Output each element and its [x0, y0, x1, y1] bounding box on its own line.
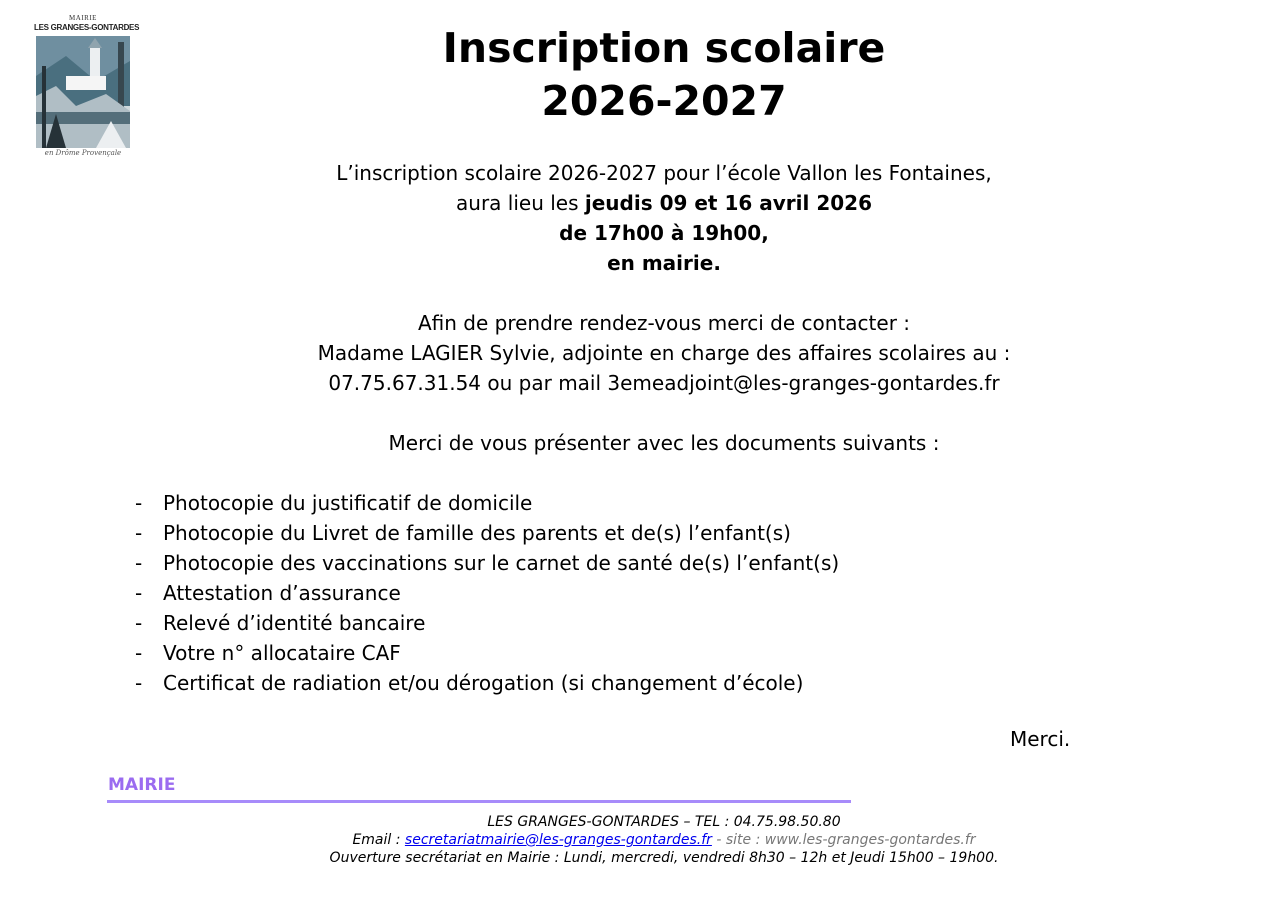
intro-line-2	[0, 188, 1282, 218]
list-item	[135, 518, 839, 548]
intro-paragraph	[0, 158, 1282, 278]
list-item	[135, 548, 839, 578]
contact-paragraph	[0, 308, 1282, 398]
title-line-2: 2026-2027	[541, 77, 787, 125]
intro-line-2-prefix: aura lieu les	[456, 191, 585, 215]
list-item	[135, 608, 839, 638]
list-marker: -	[135, 551, 143, 575]
contact-line-2: Madame LAGIER Sylvie, adjointe en charge des affaires scolaires au :	[317, 341, 1011, 365]
list-item-text: Photocopie du Livret de famille des parents et de(s) l’enfant(s)	[163, 521, 791, 545]
list-item	[135, 668, 839, 698]
list-item-text: Photocopie des vaccinations sur le carnet de santé de(s) l’enfant(s)	[163, 551, 840, 575]
title-line-1: Inscription scolaire	[442, 24, 886, 72]
closing-text: Merci.	[1010, 727, 1071, 751]
list-marker: -	[135, 521, 143, 545]
list-item	[135, 638, 839, 668]
documents-list	[135, 488, 839, 698]
intro-dates: jeudis 09 et 16 avril 2026	[584, 191, 872, 215]
intro-line-1: L’inscription scolaire 2026-2027 pour l’école Vallon les Fontaines,	[336, 161, 992, 185]
footer-divider	[107, 800, 851, 803]
footer-hours: Ouverture secrétariat en Mairie : Lundi, mercredi, vendredi 8h30 – 12h et Jeudi 15h00 – 19h00.	[329, 850, 999, 866]
intro-location: en mairie.	[607, 251, 721, 275]
logo-town-name: LES GRANGES-GONTARDES	[34, 23, 140, 32]
list-item-text: Photocopie du justificatif de domicile	[163, 491, 533, 515]
footer-address: LES GRANGES-GONTARDES – TEL : 04.75.98.50.80	[487, 814, 841, 830]
contact-line-3: 07.75.67.31.54 ou par mail 3emeadjoint@les-granges-gontardes.fr	[328, 371, 1000, 395]
footer-email-link[interactable]: secretariatmairie@les-granges-gontardes.fr	[404, 832, 712, 848]
list-marker: -	[135, 491, 143, 515]
footer-email-label: Email :	[352, 832, 405, 848]
contact-line-1: Afin de prendre rendez-vous merci de contacter :	[417, 311, 911, 335]
page-title	[0, 22, 1282, 128]
list-item	[135, 488, 839, 518]
list-marker: -	[135, 641, 143, 665]
list-item	[135, 578, 839, 608]
intro-hours: de 17h00 à 19h00,	[559, 221, 769, 245]
documents-intro: Merci de vous présenter avec les documents suivants :	[388, 431, 940, 455]
logo-mairie-label: MAIRIE	[69, 14, 97, 22]
footer-contact-line	[0, 831, 1282, 849]
list-marker: -	[135, 581, 143, 605]
list-marker: -	[135, 611, 143, 635]
logo-tagline: en Drôme Provençale	[44, 149, 122, 157]
list-marker: -	[135, 671, 143, 695]
footer-heading: MAIRIE	[108, 775, 176, 795]
list-item-text: Relevé d’identité bancaire	[163, 611, 426, 635]
list-item-text: Attestation d’assurance	[163, 581, 401, 605]
list-item-text: Certificat de radiation et/ou dérogation (si changement d’école)	[163, 671, 804, 695]
list-item-text: Votre n° allocataire CAF	[163, 641, 401, 665]
footer-site: - site : www.les-granges-gontardes.fr	[711, 832, 976, 848]
